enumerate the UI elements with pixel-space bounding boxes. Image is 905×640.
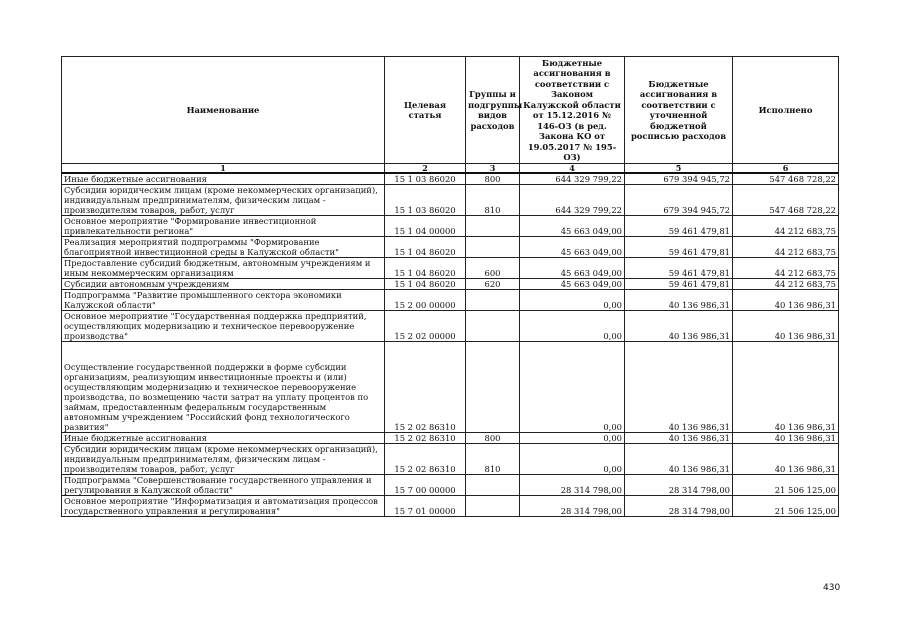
row-name: Основное мероприятие "Информатизация и автоматизация процессов государственного управления и регулирования" bbox=[62, 496, 385, 517]
row-planned: 644 329 799,22 bbox=[520, 185, 625, 216]
row-target-code: 15 1 04 86020 bbox=[385, 258, 466, 279]
column-number: 2 bbox=[385, 164, 466, 174]
table-row bbox=[62, 342, 839, 433]
table-row bbox=[62, 173, 839, 185]
row-expense-group: 810 bbox=[466, 444, 520, 475]
budget-table bbox=[61, 56, 839, 517]
page-number: 430 bbox=[823, 583, 841, 593]
row-expense-group bbox=[466, 311, 520, 342]
row-planned: 28 314 798,00 bbox=[520, 475, 625, 496]
row-target-code: 15 1 03 86020 bbox=[385, 173, 466, 185]
row-expense-group bbox=[466, 290, 520, 311]
row-target-code: 15 1 04 00000 bbox=[385, 216, 466, 237]
row-executed: 547 468 728,22 bbox=[733, 185, 839, 216]
table-row bbox=[62, 444, 839, 475]
row-executed: 40 136 986,31 bbox=[733, 444, 839, 475]
row-refined: 59 461 479,81 bbox=[625, 279, 733, 290]
table-row bbox=[62, 475, 839, 496]
row-name: Осуществление государственной поддержки в форме субсидии организациям, реализующим инвестиционные проекты и (или) осуществляющим модернизацию и техническое перевооружение производства, по возмещению части затрат на уплату процентов по займам, предоставленным федеральным государственным автономным учреждением "Российский фонд технологического развития" bbox=[62, 342, 385, 433]
column-number-row bbox=[62, 164, 839, 174]
row-target-code: 15 1 04 86020 bbox=[385, 279, 466, 290]
row-expense-group: 600 bbox=[466, 258, 520, 279]
table-row bbox=[62, 496, 839, 517]
table-row bbox=[62, 311, 839, 342]
row-refined: 40 136 986,31 bbox=[625, 433, 733, 444]
column-number: 5 bbox=[625, 164, 733, 174]
row-target-code: 15 7 01 00000 bbox=[385, 496, 466, 517]
row-planned: 0,00 bbox=[520, 290, 625, 311]
row-target-code: 15 2 02 86310 bbox=[385, 342, 466, 433]
header-law-allocations: Бюджетные ассигнования в соответствии с Законом Калужской области от 15.12.2016 № 146-ОЗ (в ред. Закона КО от 19.05.2017 № 195-ОЗ) bbox=[520, 57, 625, 164]
row-planned: 45 663 049,00 bbox=[520, 258, 625, 279]
row-refined: 40 136 986,31 bbox=[625, 342, 733, 433]
row-executed: 40 136 986,31 bbox=[733, 290, 839, 311]
row-refined: 40 136 986,31 bbox=[625, 311, 733, 342]
column-number: 6 bbox=[733, 164, 839, 174]
row-planned: 45 663 049,00 bbox=[520, 279, 625, 290]
row-refined: 40 136 986,31 bbox=[625, 290, 733, 311]
row-name: Субсидии автономным учреждениям bbox=[62, 279, 385, 290]
row-name: Реализация мероприятий подпрограммы "Формирование благоприятной инвестиционной среды в Калужской области" bbox=[62, 237, 385, 258]
row-executed: 44 212 683,75 bbox=[733, 279, 839, 290]
row-planned: 644 329 799,22 bbox=[520, 173, 625, 185]
row-executed: 44 212 683,75 bbox=[733, 237, 839, 258]
row-planned: 0,00 bbox=[520, 433, 625, 444]
row-refined: 679 394 945,72 bbox=[625, 173, 733, 185]
row-executed: 21 506 125,00 bbox=[733, 496, 839, 517]
row-name: Субсидии юридическим лицам (кроме некоммерческих организаций), индивидуальным предпринимателям, физическим лицам - производителям товаров, работ, услуг bbox=[62, 185, 385, 216]
row-refined: 40 136 986,31 bbox=[625, 444, 733, 475]
row-target-code: 15 2 02 86310 bbox=[385, 444, 466, 475]
row-executed: 40 136 986,31 bbox=[733, 433, 839, 444]
row-target-code: 15 2 00 00000 bbox=[385, 290, 466, 311]
row-refined: 59 461 479,81 bbox=[625, 258, 733, 279]
row-expense-group: 620 bbox=[466, 279, 520, 290]
column-number: 4 bbox=[520, 164, 625, 174]
row-name: Иные бюджетные ассигнования bbox=[62, 433, 385, 444]
table-row bbox=[62, 258, 839, 279]
row-name: Предоставление субсидий бюджетным, автономным учреждениям и иным некоммерческим организациям bbox=[62, 258, 385, 279]
header-row bbox=[62, 57, 839, 164]
row-refined: 28 314 798,00 bbox=[625, 475, 733, 496]
row-name: Основное мероприятие "Государственная поддержка предприятий, осуществляющих модернизацию и техническое перевооружение производства" bbox=[62, 311, 385, 342]
row-target-code: 15 7 00 00000 bbox=[385, 475, 466, 496]
row-expense-group bbox=[466, 496, 520, 517]
row-executed: 40 136 986,31 bbox=[733, 311, 839, 342]
row-expense-group: 800 bbox=[466, 433, 520, 444]
row-planned: 45 663 049,00 bbox=[520, 216, 625, 237]
row-name: Основное мероприятие "Формирование инвестиционной привлекательности региона" bbox=[62, 216, 385, 237]
header-expense-groups: Группы и подгруппы видов расходов bbox=[466, 57, 520, 164]
row-expense-group: 810 bbox=[466, 185, 520, 216]
row-planned: 45 663 049,00 bbox=[520, 237, 625, 258]
row-executed: 547 468 728,22 bbox=[733, 173, 839, 185]
row-executed: 40 136 986,31 bbox=[733, 342, 839, 433]
column-number: 1 bbox=[62, 164, 385, 174]
row-refined: 59 461 479,81 bbox=[625, 237, 733, 258]
row-executed: 44 212 683,75 bbox=[733, 258, 839, 279]
row-expense-group bbox=[466, 237, 520, 258]
header-name: Наименование bbox=[62, 57, 385, 164]
row-planned: 0,00 bbox=[520, 342, 625, 433]
row-target-code: 15 2 02 00000 bbox=[385, 311, 466, 342]
row-name: Подпрограмма "Развитие промышленного сектора экономики Калужской области" bbox=[62, 290, 385, 311]
row-planned: 28 314 798,00 bbox=[520, 496, 625, 517]
table-row bbox=[62, 290, 839, 311]
row-expense-group bbox=[466, 342, 520, 433]
header-target-article: Целевая статья bbox=[385, 57, 466, 164]
header-executed: Исполнено bbox=[733, 57, 839, 164]
row-name: Субсидии юридическим лицам (кроме некоммерческих организаций), индивидуальным предпринимателям, физическим лицам - производителям товаров, работ, услуг bbox=[62, 444, 385, 475]
row-planned: 0,00 bbox=[520, 311, 625, 342]
column-number: 3 bbox=[466, 164, 520, 174]
table-row bbox=[62, 433, 839, 444]
row-target-code: 15 2 02 86310 bbox=[385, 433, 466, 444]
table-row bbox=[62, 237, 839, 258]
row-refined: 679 394 945,72 bbox=[625, 185, 733, 216]
row-target-code: 15 1 03 86020 bbox=[385, 185, 466, 216]
header-refined-allocations: Бюджетные ассигнования в соответствии с уточненной бюджетной росписью расходов bbox=[625, 57, 733, 164]
row-expense-group bbox=[466, 216, 520, 237]
row-executed: 21 506 125,00 bbox=[733, 475, 839, 496]
row-executed: 44 212 683,75 bbox=[733, 216, 839, 237]
table-row bbox=[62, 216, 839, 237]
row-planned: 0,00 bbox=[520, 444, 625, 475]
row-expense-group: 800 bbox=[466, 173, 520, 185]
row-name: Иные бюджетные ассигнования bbox=[62, 173, 385, 185]
table-row bbox=[62, 185, 839, 216]
table-row bbox=[62, 279, 839, 290]
row-expense-group bbox=[466, 475, 520, 496]
row-name: Подпрограмма "Совершенствование государственного управления и регулирования в Калужской области" bbox=[62, 475, 385, 496]
row-refined: 28 314 798,00 bbox=[625, 496, 733, 517]
row-target-code: 15 1 04 86020 bbox=[385, 237, 466, 258]
row-refined: 59 461 479,81 bbox=[625, 216, 733, 237]
